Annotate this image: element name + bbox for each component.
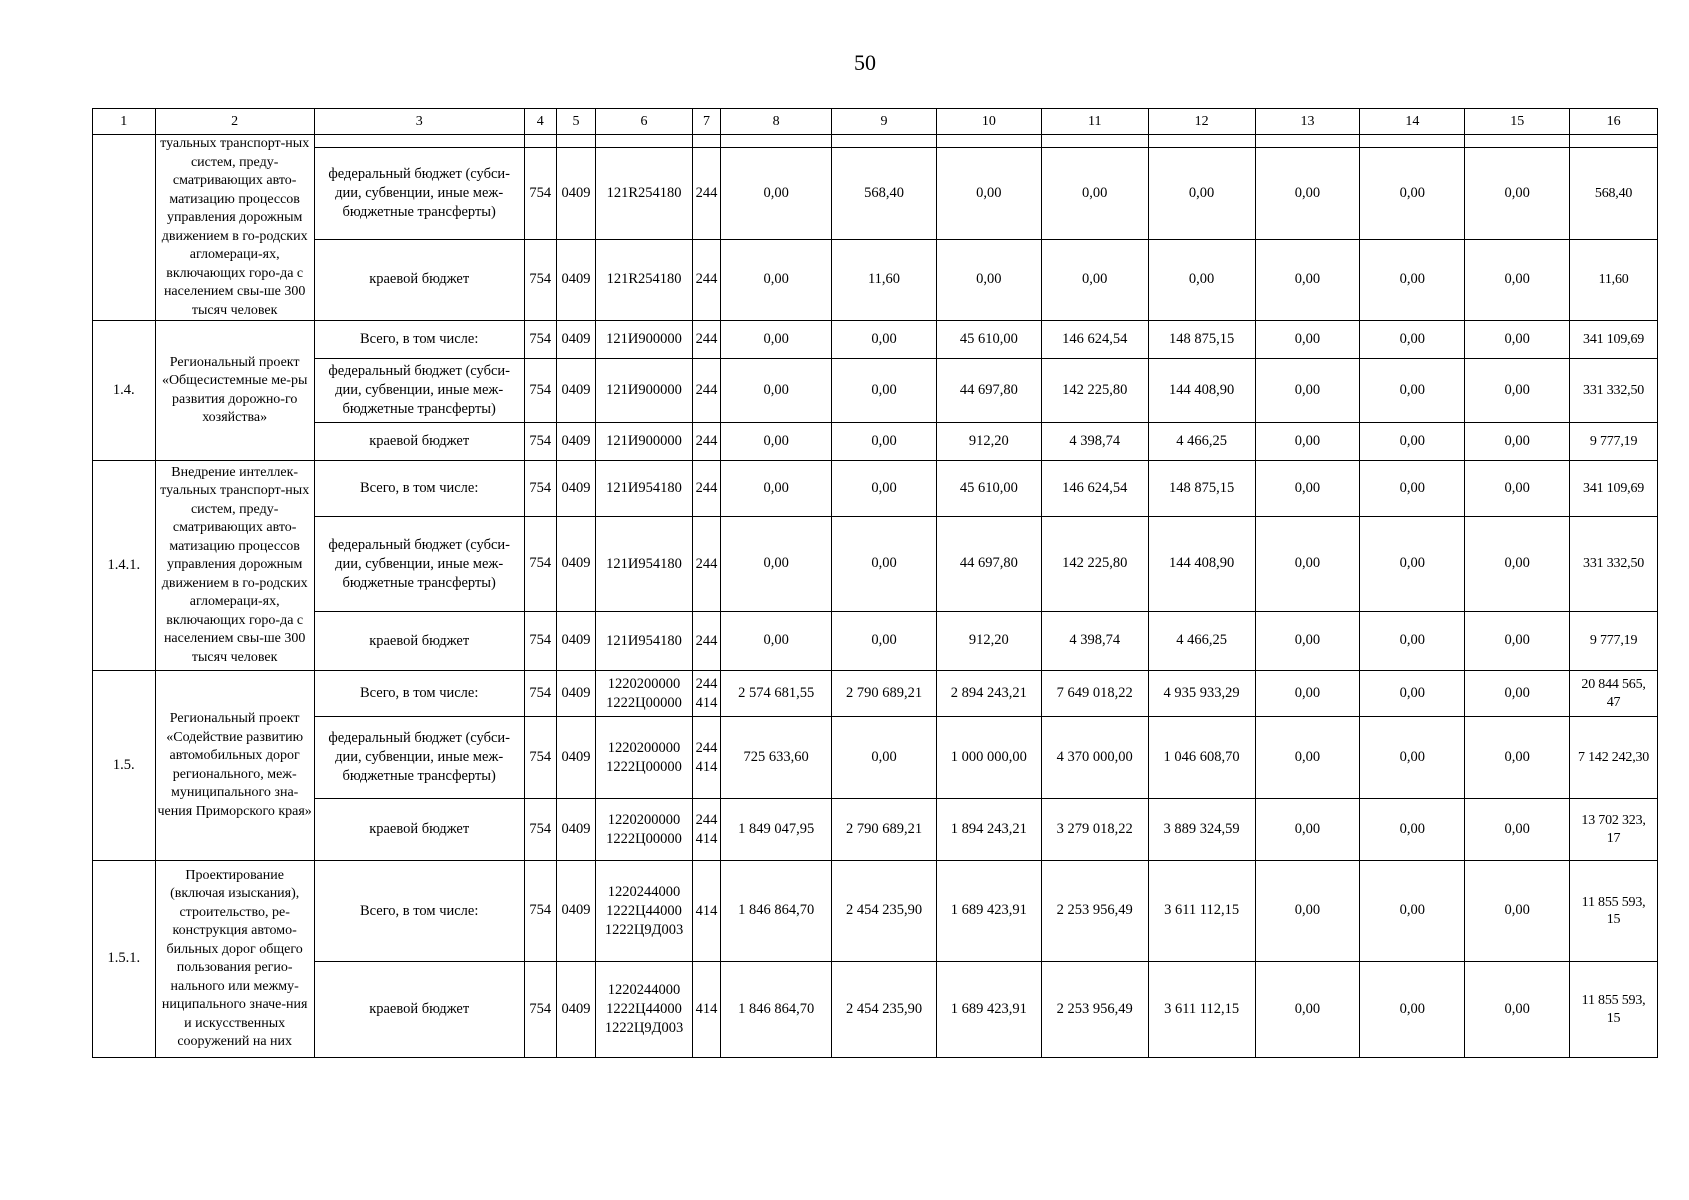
section-name: Внедрение интеллек-туальных транспорт-ных систем, преду-сматривающих авто-матизацию процессов управления дорожным движением в го-родских агломераци-ях, включающих горо-да с населением свы-ше 300 тысяч человек [155, 461, 314, 671]
section-name: Региональный проект «Общесистемные ме-ры развития дорожно-го хозяйства» [155, 321, 314, 461]
amount-col-10: 1 894 243,21 [936, 799, 1041, 861]
table-row [93, 321, 1658, 359]
table-row [93, 861, 1658, 962]
amount-col-11: 2 253 956,49 [1041, 861, 1148, 962]
amount-col-15: 0,00 [1465, 461, 1570, 517]
budget-table [92, 108, 1658, 1058]
section-code: 0409 [556, 799, 595, 861]
gap-cell [692, 135, 720, 148]
column-header-12: 12 [1148, 109, 1255, 135]
ministry-code: 754 [524, 359, 556, 423]
funding-source: Всего, в том числе: [314, 461, 524, 517]
table-row [93, 799, 1658, 861]
amount-col-14: 0,00 [1360, 799, 1465, 861]
amount-col-8: 1 846 864,70 [721, 962, 832, 1058]
amount-col-13: 0,00 [1255, 671, 1360, 717]
gap-cell [556, 135, 595, 148]
amount-col-9: 0,00 [832, 423, 937, 461]
section-number: 1.5. [93, 671, 156, 861]
target-article: 121И900000 [596, 423, 693, 461]
column-header-13: 13 [1255, 109, 1360, 135]
amount-col-15: 0,00 [1465, 717, 1570, 799]
expense-type: 244 [692, 359, 720, 423]
column-header-6: 6 [596, 109, 693, 135]
amount-col-10: 912,20 [936, 612, 1041, 671]
target-article: 121R254180 [596, 239, 693, 320]
ministry-code: 754 [524, 321, 556, 359]
section-code: 0409 [556, 517, 595, 612]
gap-cell [1255, 135, 1360, 148]
funding-source: федеральный бюджет (субси-дии, субвенции, иные меж-бюджетные трансферты) [314, 717, 524, 799]
amount-col-15: 0,00 [1465, 671, 1570, 717]
amount-col-16: 7 142 242,30 [1570, 717, 1658, 799]
amount-col-8: 0,00 [721, 321, 832, 359]
expense-type: 244 [692, 423, 720, 461]
amount-col-13: 0,00 [1255, 461, 1360, 517]
amount-col-11: 146 624,54 [1041, 321, 1148, 359]
section-name: Проектирование (включая изыскания), строительство, ре-конструкция автомо-бильных дорог общего пользования регио-нального или межму-ниципального значе-ния и искусственных сооружений на них [155, 861, 314, 1058]
gap-cell [721, 135, 832, 148]
section-code: 0409 [556, 148, 595, 239]
funding-source: краевой бюджет [314, 423, 524, 461]
amount-col-15: 0,00 [1465, 148, 1570, 239]
amount-col-16: 331 332,50 [1570, 359, 1658, 423]
amount-col-9: 2 790 689,21 [832, 671, 937, 717]
amount-col-12: 4 466,25 [1148, 423, 1255, 461]
gap-cell [1570, 135, 1658, 148]
column-header-2: 2 [155, 109, 314, 135]
expense-type: 244 [692, 239, 720, 320]
amount-col-14: 0,00 [1360, 461, 1465, 517]
amount-col-14: 0,00 [1360, 321, 1465, 359]
amount-col-13: 0,00 [1255, 239, 1360, 320]
section-code: 0409 [556, 671, 595, 717]
funding-source: федеральный бюджет (субси-дии, субвенции, иные меж-бюджетные трансферты) [314, 517, 524, 612]
amount-col-16: 11 855 593, 15 [1570, 962, 1658, 1058]
target-article: 1220200000 1222Ц00000 [596, 671, 693, 717]
amount-col-11: 7 649 018,22 [1041, 671, 1148, 717]
amount-col-9: 568,40 [832, 148, 937, 239]
expense-type: 414 [692, 962, 720, 1058]
funding-source: краевой бюджет [314, 612, 524, 671]
amount-col-8: 2 574 681,55 [721, 671, 832, 717]
ministry-code: 754 [524, 861, 556, 962]
gap-cell [1360, 135, 1465, 148]
amount-col-9: 0,00 [832, 517, 937, 612]
amount-col-15: 0,00 [1465, 861, 1570, 962]
amount-col-11: 0,00 [1041, 148, 1148, 239]
gap-cell [1148, 135, 1255, 148]
page-number: 50 [854, 50, 876, 75]
section-code: 0409 [556, 321, 595, 359]
amount-col-8: 0,00 [721, 423, 832, 461]
table-row [93, 962, 1658, 1058]
target-article: 121И954180 [596, 517, 693, 612]
amount-col-10: 44 697,80 [936, 359, 1041, 423]
amount-col-16: 9 777,19 [1570, 612, 1658, 671]
ministry-code: 754 [524, 423, 556, 461]
column-header-3: 3 [314, 109, 524, 135]
table-row [93, 717, 1658, 799]
amount-col-9: 0,00 [832, 359, 937, 423]
amount-col-16: 9 777,19 [1570, 423, 1658, 461]
amount-col-12: 0,00 [1148, 148, 1255, 239]
expense-type: 244 414 [692, 671, 720, 717]
funding-source: федеральный бюджет (субси-дии, субвенции, иные меж-бюджетные трансферты) [314, 148, 524, 239]
amount-col-10: 1 689 423,91 [936, 962, 1041, 1058]
column-header-15: 15 [1465, 109, 1570, 135]
column-header-16: 16 [1570, 109, 1658, 135]
section-code: 0409 [556, 962, 595, 1058]
section-code: 0409 [556, 239, 595, 320]
ministry-code: 754 [524, 671, 556, 717]
amount-col-8: 0,00 [721, 461, 832, 517]
amount-col-11: 3 279 018,22 [1041, 799, 1148, 861]
amount-col-14: 0,00 [1360, 359, 1465, 423]
funding-source: краевой бюджет [314, 239, 524, 320]
ministry-code: 754 [524, 239, 556, 320]
amount-col-15: 0,00 [1465, 359, 1570, 423]
amount-col-16: 341 109,69 [1570, 461, 1658, 517]
expense-type: 244 [692, 612, 720, 671]
amount-col-11: 4 398,74 [1041, 423, 1148, 461]
table-row [93, 612, 1658, 671]
amount-col-12: 148 875,15 [1148, 461, 1255, 517]
amount-col-9: 2 454 235,90 [832, 962, 937, 1058]
expense-type: 244 [692, 148, 720, 239]
amount-col-13: 0,00 [1255, 962, 1360, 1058]
column-header-5: 5 [556, 109, 595, 135]
table-row [93, 517, 1658, 612]
amount-col-8: 0,00 [721, 359, 832, 423]
amount-col-10: 0,00 [936, 239, 1041, 320]
expense-type: 244 [692, 321, 720, 359]
amount-col-12: 144 408,90 [1148, 359, 1255, 423]
amount-col-10: 2 894 243,21 [936, 671, 1041, 717]
amount-col-13: 0,00 [1255, 517, 1360, 612]
table-row [93, 148, 1658, 239]
amount-col-11: 4 398,74 [1041, 612, 1148, 671]
target-article: 121R254180 [596, 148, 693, 239]
amount-col-11: 142 225,80 [1041, 359, 1148, 423]
ministry-code: 754 [524, 461, 556, 517]
target-article: 121И954180 [596, 612, 693, 671]
header-row [93, 109, 1658, 135]
column-header-1: 1 [93, 109, 156, 135]
amount-col-13: 0,00 [1255, 861, 1360, 962]
table-row [93, 239, 1658, 320]
amount-col-15: 0,00 [1465, 962, 1570, 1058]
amount-col-9: 2 454 235,90 [832, 861, 937, 962]
section-code: 0409 [556, 612, 595, 671]
amount-col-15: 0,00 [1465, 612, 1570, 671]
amount-col-12: 144 408,90 [1148, 517, 1255, 612]
column-header-7: 7 [692, 109, 720, 135]
amount-col-8: 1 846 864,70 [721, 861, 832, 962]
amount-col-14: 0,00 [1360, 239, 1465, 320]
gap-cell [596, 135, 693, 148]
amount-col-11: 0,00 [1041, 239, 1148, 320]
amount-col-13: 0,00 [1255, 612, 1360, 671]
amount-col-14: 0,00 [1360, 717, 1465, 799]
amount-col-14: 0,00 [1360, 861, 1465, 962]
amount-col-9: 2 790 689,21 [832, 799, 937, 861]
ministry-code: 754 [524, 799, 556, 861]
amount-col-8: 0,00 [721, 517, 832, 612]
target-article: 1220200000 1222Ц00000 [596, 717, 693, 799]
column-header-8: 8 [721, 109, 832, 135]
amount-col-12: 4 935 933,29 [1148, 671, 1255, 717]
amount-col-12: 3 611 112,15 [1148, 962, 1255, 1058]
amount-col-13: 0,00 [1255, 799, 1360, 861]
section-number [93, 135, 156, 321]
amount-col-15: 0,00 [1465, 517, 1570, 612]
amount-col-8: 725 633,60 [721, 717, 832, 799]
amount-col-10: 45 610,00 [936, 461, 1041, 517]
amount-col-11: 4 370 000,00 [1041, 717, 1148, 799]
amount-col-14: 0,00 [1360, 671, 1465, 717]
column-header-9: 9 [832, 109, 937, 135]
ministry-code: 754 [524, 717, 556, 799]
amount-col-10: 44 697,80 [936, 517, 1041, 612]
amount-col-16: 13 702 323, 17 [1570, 799, 1658, 861]
amount-col-11: 2 253 956,49 [1041, 962, 1148, 1058]
gap-cell [314, 135, 524, 148]
section-code: 0409 [556, 359, 595, 423]
column-header-14: 14 [1360, 109, 1465, 135]
gap-cell [832, 135, 937, 148]
section-code: 0409 [556, 717, 595, 799]
amount-col-12: 4 466,25 [1148, 612, 1255, 671]
target-article: 121И954180 [596, 461, 693, 517]
amount-col-10: 45 610,00 [936, 321, 1041, 359]
amount-col-11: 142 225,80 [1041, 517, 1148, 612]
section-code: 0409 [556, 861, 595, 962]
amount-col-9: 0,00 [832, 321, 937, 359]
amount-col-8: 0,00 [721, 239, 832, 320]
amount-col-8: 0,00 [721, 612, 832, 671]
amount-col-12: 3 611 112,15 [1148, 861, 1255, 962]
funding-source: Всего, в том числе: [314, 861, 524, 962]
amount-col-9: 0,00 [832, 461, 937, 517]
amount-col-16: 11,60 [1570, 239, 1658, 320]
section-name: туальных транспорт-ных систем, преду-сматривающих авто-матизацию процессов управления дорожным движением в го-родских агломераци-ях, включающих горо-да с населением свы-ше 300 тысяч человек [155, 135, 314, 321]
amount-col-13: 0,00 [1255, 717, 1360, 799]
amount-col-12: 3 889 324,59 [1148, 799, 1255, 861]
amount-col-15: 0,00 [1465, 423, 1570, 461]
amount-col-16: 331 332,50 [1570, 517, 1658, 612]
amount-col-12: 1 046 608,70 [1148, 717, 1255, 799]
expense-type: 414 [692, 861, 720, 962]
amount-col-16: 341 109,69 [1570, 321, 1658, 359]
gap-row [93, 135, 1658, 148]
expense-type: 244 414 [692, 799, 720, 861]
target-article: 121И900000 [596, 321, 693, 359]
expense-type: 244 [692, 461, 720, 517]
funding-source: краевой бюджет [314, 799, 524, 861]
gap-cell [1465, 135, 1570, 148]
section-name: Региональный проект «Содействие развитию автомобильных дорог регионального, меж-муниципального зна-чения Приморского края» [155, 671, 314, 861]
amount-col-10: 0,00 [936, 148, 1041, 239]
ministry-code: 754 [524, 148, 556, 239]
column-header-4: 4 [524, 109, 556, 135]
amount-col-13: 0,00 [1255, 359, 1360, 423]
amount-col-10: 912,20 [936, 423, 1041, 461]
section-code: 0409 [556, 461, 595, 517]
amount-col-13: 0,00 [1255, 148, 1360, 239]
amount-col-12: 0,00 [1148, 239, 1255, 320]
target-article: 1220244000 1222Ц44000 1222Ц9Д003 [596, 861, 693, 962]
ministry-code: 754 [524, 612, 556, 671]
amount-col-9: 11,60 [832, 239, 937, 320]
funding-source: краевой бюджет [314, 962, 524, 1058]
amount-col-14: 0,00 [1360, 148, 1465, 239]
amount-col-16: 20 844 565, 47 [1570, 671, 1658, 717]
gap-cell [1041, 135, 1148, 148]
section-number: 1.5.1. [93, 861, 156, 1058]
amount-col-14: 0,00 [1360, 962, 1465, 1058]
amount-col-14: 0,00 [1360, 517, 1465, 612]
table-row [93, 671, 1658, 717]
amount-col-9: 0,00 [832, 717, 937, 799]
section-number: 1.4. [93, 321, 156, 461]
amount-col-12: 148 875,15 [1148, 321, 1255, 359]
target-article: 1220200000 1222Ц00000 [596, 799, 693, 861]
amount-col-10: 1 000 000,00 [936, 717, 1041, 799]
amount-col-15: 0,00 [1465, 799, 1570, 861]
section-code: 0409 [556, 423, 595, 461]
expense-type: 244 [692, 517, 720, 612]
amount-col-14: 0,00 [1360, 423, 1465, 461]
amount-col-8: 0,00 [721, 148, 832, 239]
target-article: 121И900000 [596, 359, 693, 423]
column-header-10: 10 [936, 109, 1041, 135]
amount-col-9: 0,00 [832, 612, 937, 671]
gap-cell [936, 135, 1041, 148]
funding-source: Всего, в том числе: [314, 321, 524, 359]
amount-col-13: 0,00 [1255, 321, 1360, 359]
amount-col-15: 0,00 [1465, 321, 1570, 359]
table-row [93, 461, 1658, 517]
gap-cell [524, 135, 556, 148]
funding-source: Всего, в том числе: [314, 671, 524, 717]
amount-col-13: 0,00 [1255, 423, 1360, 461]
amount-col-16: 568,40 [1570, 148, 1658, 239]
ministry-code: 754 [524, 517, 556, 612]
section-number: 1.4.1. [93, 461, 156, 671]
amount-col-11: 146 624,54 [1041, 461, 1148, 517]
table-row [93, 359, 1658, 423]
amount-col-16: 11 855 593, 15 [1570, 861, 1658, 962]
funding-source: федеральный бюджет (субси-дии, субвенции, иные меж-бюджетные трансферты) [314, 359, 524, 423]
amount-col-10: 1 689 423,91 [936, 861, 1041, 962]
target-article: 1220244000 1222Ц44000 1222Ц9Д003 [596, 962, 693, 1058]
amount-col-15: 0,00 [1465, 239, 1570, 320]
amount-col-8: 1 849 047,95 [721, 799, 832, 861]
expense-type: 244 414 [692, 717, 720, 799]
column-header-11: 11 [1041, 109, 1148, 135]
ministry-code: 754 [524, 962, 556, 1058]
table-row [93, 423, 1658, 461]
amount-col-14: 0,00 [1360, 612, 1465, 671]
